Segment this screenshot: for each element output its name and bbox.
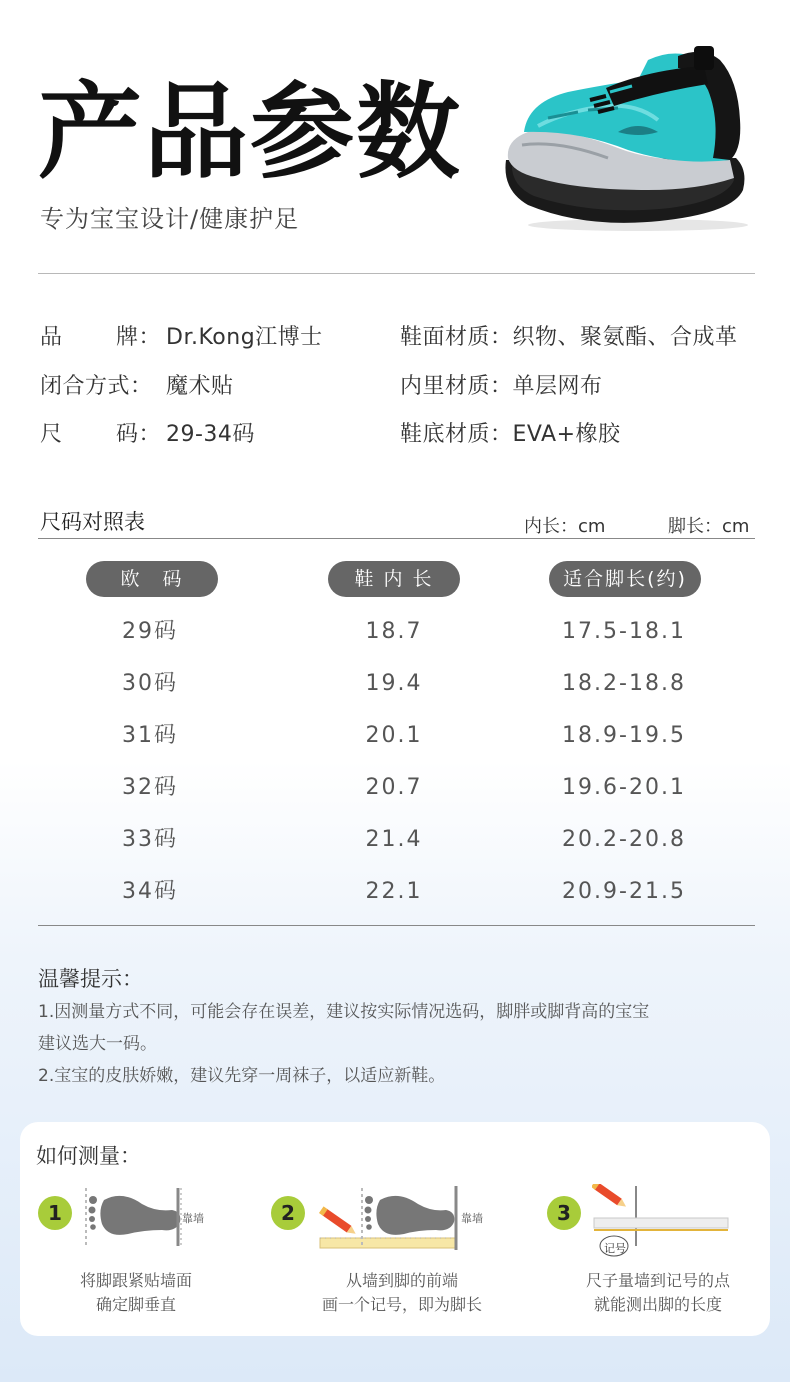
step-1-wall-label: 靠墙 bbox=[182, 1212, 204, 1225]
spec-brand-label-b: 牌： bbox=[116, 325, 162, 350]
spec-upper-value: 织物、聚氨酯、合成革 bbox=[512, 325, 738, 350]
step-1-badge: 1 bbox=[38, 1196, 72, 1230]
table-cell: 17.5-18.1 bbox=[562, 619, 686, 644]
spec-size bbox=[40, 417, 255, 448]
step-2-caption-line-1: 从墙到脚的前端 bbox=[345, 1271, 458, 1290]
page-title: 产品参数 bbox=[38, 71, 463, 193]
step-3-caption bbox=[548, 1269, 768, 1317]
table-cell: 29码 bbox=[122, 619, 178, 644]
step-1-caption-line-2: 确定脚垂直 bbox=[95, 1295, 176, 1314]
shoe-product-image bbox=[498, 40, 754, 240]
table-cell: 22.1 bbox=[365, 879, 423, 904]
table-cell: 31码 bbox=[122, 723, 178, 748]
spec-upper-label: 鞋面材质： bbox=[400, 325, 513, 350]
spec-upper bbox=[400, 320, 738, 351]
table-cell: 20.7 bbox=[365, 775, 423, 800]
table-cell: 33码 bbox=[122, 827, 178, 852]
header-eu-size: 欧 码 bbox=[86, 561, 218, 597]
step-2-caption bbox=[292, 1269, 512, 1317]
divider-chart-bottom bbox=[38, 925, 755, 926]
step-2-badge: 2 bbox=[271, 1196, 305, 1230]
unit-inner-length: 内长：cm bbox=[524, 516, 606, 537]
step-3-mark-label: 记号 bbox=[604, 1242, 626, 1255]
step-1-caption-line-1: 将脚跟紧贴墙面 bbox=[79, 1271, 192, 1290]
header-foot-length: 适合脚长(约) bbox=[549, 561, 701, 597]
spec-brand-value: Dr.Kong江博士 bbox=[166, 325, 323, 350]
table-cell: 20.9-21.5 bbox=[562, 879, 686, 904]
step-3-caption-line-1: 尺子量墙到记号的点 bbox=[585, 1271, 730, 1290]
page-subtitle: 专为宝宝设计/健康护足 bbox=[40, 205, 300, 233]
step-2-wall-label: 靠墙 bbox=[461, 1212, 483, 1225]
table-cell: 20.1 bbox=[365, 723, 423, 748]
header-inner-length: 鞋 内 长 bbox=[328, 561, 460, 597]
table-cell: 20.2-20.8 bbox=[562, 827, 686, 852]
spec-lining-value: 单层网布 bbox=[512, 374, 603, 399]
step-2-caption-line-2: 画一个记号，即为脚长 bbox=[321, 1295, 482, 1314]
spec-size-label-a: 尺 bbox=[40, 422, 63, 447]
column-foot-length bbox=[524, 606, 724, 918]
spec-brand bbox=[40, 320, 323, 351]
measure-title: 如何测量： bbox=[36, 1144, 141, 1168]
tips-title: 温馨提示： bbox=[38, 967, 143, 991]
column-inner-length bbox=[294, 606, 494, 918]
spec-closure-value: 魔术贴 bbox=[166, 374, 234, 399]
tip-line-2: 2.宝宝的皮肤娇嫩，建议先穿一周袜子，以适应新鞋。 bbox=[38, 1066, 446, 1086]
tip-line-1b: 建议选大一码。 bbox=[38, 1034, 157, 1054]
spec-brand-label-a: 品 bbox=[40, 325, 63, 350]
spec-sole-label: 鞋底材质： bbox=[400, 422, 513, 447]
tip-line-1: 1.因测量方式不同，可能会存在误差，建议按实际情况选码，脚胖或脚背高的宝宝 bbox=[38, 1002, 650, 1022]
table-cell: 18.2-18.8 bbox=[562, 671, 686, 696]
spec-sole bbox=[400, 417, 621, 448]
step-3-caption-line-2: 就能测出脚的长度 bbox=[593, 1295, 722, 1314]
spec-size-label-b: 码： bbox=[116, 422, 162, 447]
step-3-badge: 3 bbox=[547, 1196, 581, 1230]
step-1-caption bbox=[26, 1269, 246, 1317]
table-cell: 19.4 bbox=[365, 671, 423, 696]
table-cell: 34码 bbox=[122, 879, 178, 904]
table-cell: 19.6-20.1 bbox=[562, 775, 686, 800]
table-cell: 30码 bbox=[122, 671, 178, 696]
table-cell: 21.4 bbox=[365, 827, 423, 852]
table-cell: 32码 bbox=[122, 775, 178, 800]
column-eu-size bbox=[50, 606, 250, 918]
spec-lining-label: 内里材质： bbox=[400, 374, 513, 399]
spec-lining bbox=[400, 369, 603, 400]
unit-foot-length: 脚长：cm bbox=[668, 516, 750, 537]
spec-closure-label: 闭合方式： bbox=[40, 374, 153, 399]
spec-sole-value: EVA+橡胶 bbox=[512, 422, 621, 447]
spec-closure bbox=[40, 369, 234, 400]
divider-top bbox=[38, 273, 755, 274]
table-cell: 18.7 bbox=[365, 619, 423, 644]
spec-size-value: 29-34码 bbox=[166, 422, 255, 447]
divider-chart-top bbox=[38, 538, 755, 539]
size-chart-title: 尺码对照表 bbox=[40, 510, 145, 534]
table-cell: 18.9-19.5 bbox=[562, 723, 686, 748]
pencil-ruler-foot-icon bbox=[318, 1184, 468, 1254]
